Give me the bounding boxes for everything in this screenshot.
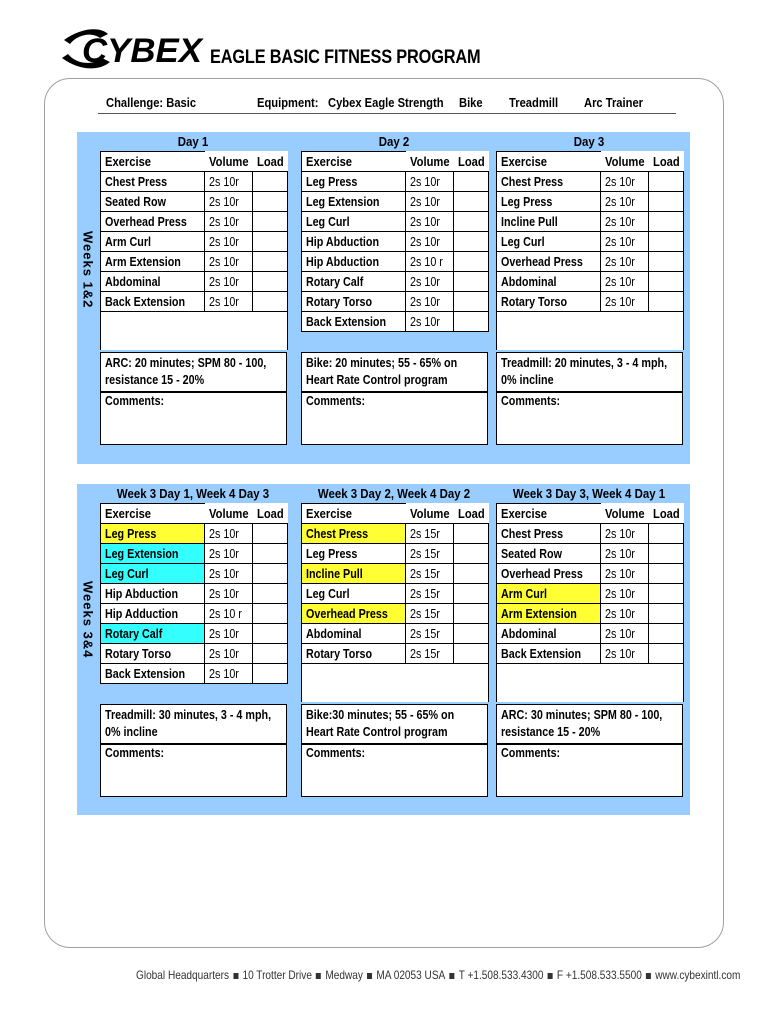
exercise-volume: 2s 15r [406,644,454,664]
footer-website: www.cybexintl.com [655,968,741,982]
exercise-name: Abdominal [497,272,601,292]
load-input-cell[interactable] [253,292,288,312]
exercise-table [100,151,288,350]
load-input-cell[interactable] [454,624,489,644]
comments-box[interactable]: Comments: [496,392,683,445]
exercise-row [302,604,489,624]
exercise-table [100,503,288,684]
exercise-row [302,584,489,604]
square-bullet-icon [233,973,238,979]
column-header-exercise: Exercise [497,504,601,524]
exercise-name: Chest Press [101,172,205,192]
load-input-cell[interactable] [454,604,489,624]
exercise-volume: 2s 10r [601,564,649,584]
exercise-name: Overhead Press [101,212,205,232]
cardio-note: Treadmill: 30 minutes, 3 - 4 mph, 0% incline [100,704,287,744]
exercise-row [101,564,288,584]
day-title: Week 3 Day 2, Week 4 Day 2 [317,486,471,501]
exercise-row [302,524,489,544]
comments-box[interactable]: Comments: [301,392,488,445]
exercise-volume: 2s 10r [205,192,253,212]
blank-area [497,664,684,703]
exercise-name: Leg Press [101,524,205,544]
exercise-volume: 2s 10r [406,172,454,192]
exercise-row [101,544,288,564]
column-header-volume: Volume [205,504,253,524]
exercise-volume: 2s 10r [601,604,649,624]
exercise-volume: 2s 10r [205,232,253,252]
footer-phone: T +1.508.533.4300 [458,968,544,982]
exercise-row [101,604,288,624]
exercise-volume: 2s 15r [406,564,454,584]
exercise-row [101,624,288,644]
exercise-row [497,604,684,624]
column-header-exercise: Exercise [302,504,406,524]
exercise-volume: 2s 10r [601,272,649,292]
cardio-note: Bike:30 minutes; 55 - 65% on Heart Rate Control program [301,704,488,744]
column-header-volume: Volume [406,152,454,172]
equipment-treadmill: Treadmill [509,95,559,110]
exercise-volume: 2s 10r [205,564,253,584]
exercise-volume: 2s 10r [205,272,253,292]
exercise-name: Chest Press [497,524,601,544]
exercise-row [497,544,684,564]
exercise-row [302,292,489,312]
exercise-volume: 2s 15r [406,624,454,644]
load-input-cell[interactable] [649,524,684,544]
exercise-volume: 2s 10 r [205,604,253,624]
equipment-label: Equipment: [257,95,319,110]
exercise-row [497,564,684,584]
exercise-row [302,192,489,212]
exercise-name: Incline Pull [302,564,406,584]
exercise-volume: 2s 10r [601,192,649,212]
column-header-exercise: Exercise [101,152,205,172]
load-input-cell[interactable] [253,252,288,272]
load-input-cell[interactable] [253,524,288,544]
exercise-name: Back Extension [101,292,205,312]
cardio-note: ARC: 20 minutes; SPM 80 - 100, resistance 15 - 20% [100,352,287,392]
exercise-row [302,272,489,292]
exercise-volume: 2s 10r [601,624,649,644]
exercise-name: Leg Curl [101,564,205,584]
equipment-strength: Cybex Eagle Strength [328,95,444,110]
cardio-note: Treadmill: 20 minutes, 3 - 4 mph, 0% incline [496,352,683,392]
load-input-cell[interactable] [649,584,684,604]
exercise-name: Hip Abduction [302,232,406,252]
exercise-name: Rotary Torso [302,644,406,664]
exercise-volume: 2s 10r [406,312,454,332]
exercise-volume: 2s 10r [601,292,649,312]
exercise-volume: 2s 10r [205,524,253,544]
exercise-name: Rotary Calf [302,272,406,292]
load-input-cell[interactable] [454,544,489,564]
exercise-volume: 2s 15r [406,604,454,624]
exercise-row [497,192,684,212]
exercise-volume: 2s 10r [406,192,454,212]
exercise-name: Hip Adduction [101,604,205,624]
exercise-name: Back Extension [497,644,601,664]
footer-address [136,968,740,982]
exercise-name: Overhead Press [302,604,406,624]
exercise-volume: 2s 10r [601,252,649,272]
exercise-volume: 2s 10r [601,584,649,604]
exercise-volume: 2s 10r [205,172,253,192]
exercise-row [101,272,288,292]
load-input-cell[interactable] [649,644,684,664]
logo-text: CYBEX [82,32,205,70]
exercise-row [101,232,288,252]
load-input-cell[interactable] [253,272,288,292]
exercise-row [497,272,684,292]
comments-box[interactable]: Comments: [100,744,287,797]
exercise-row [497,212,684,232]
column-header-load: Load [454,152,489,172]
load-input-cell[interactable] [253,544,288,564]
exercise-name: Abdominal [497,624,601,644]
footer-city: Medway [325,968,363,982]
exercise-row [302,624,489,644]
column-header-load: Load [649,504,684,524]
day-title: Week 3 Day 1, Week 4 Day 3 [116,486,270,501]
exercise-row [101,212,288,232]
exercise-row [497,644,684,664]
day-title: Week 3 Day 3, Week 4 Day 1 [512,486,666,501]
exercise-row [101,644,288,664]
exercise-row [101,292,288,312]
load-input-cell[interactable] [649,272,684,292]
load-input-cell[interactable] [649,192,684,212]
load-input-cell[interactable] [649,604,684,624]
exercise-name: Chest Press [497,172,601,192]
day-title: Day 1 [177,134,209,149]
exercise-row [101,252,288,272]
exercise-volume: 2s 10r [205,544,253,564]
exercise-name: Leg Extension [302,192,406,212]
load-input-cell[interactable] [253,604,288,624]
exercise-volume: 2s 15r [406,544,454,564]
exercise-name: Overhead Press [497,564,601,584]
exercise-row [101,172,288,192]
exercise-name: Leg Press [497,192,601,212]
header-divider [98,113,676,114]
exercise-name: Seated Row [497,544,601,564]
exercise-row [302,644,489,664]
day-title: Day 2 [378,134,410,149]
load-input-cell[interactable] [253,624,288,644]
column-header-load: Load [649,152,684,172]
exercise-volume: 2s 10r [406,292,454,312]
column-header-volume: Volume [601,152,649,172]
exercise-volume: 2s 10 r [406,252,454,272]
exercise-name: Arm Extension [497,604,601,624]
exercise-volume: 2s 10r [601,212,649,232]
comments-box[interactable]: Comments: [496,744,683,797]
equipment-bike: Bike [459,95,483,110]
exercise-volume: 2s 10r [406,272,454,292]
exercise-name: Seated Row [101,192,205,212]
exercise-row [302,544,489,564]
load-input-cell[interactable] [454,292,489,312]
column-header-load: Load [253,152,288,172]
exercise-name: Rotary Torso [101,644,205,664]
load-input-cell[interactable] [454,312,489,332]
load-input-cell[interactable] [649,564,684,584]
exercise-row [497,232,684,252]
comments-box[interactable]: Comments: [301,744,488,797]
load-input-cell[interactable] [649,624,684,644]
footer-hq: Global Headquarters [136,968,230,982]
load-input-cell[interactable] [454,584,489,604]
exercise-volume: 2s 10r [601,544,649,564]
exercise-name: Leg Curl [497,232,601,252]
exercise-name: Leg Curl [302,584,406,604]
load-input-cell[interactable] [454,564,489,584]
exercise-row [101,664,288,684]
column-header-exercise: Exercise [302,152,406,172]
load-input-cell[interactable] [454,272,489,292]
column-header-volume: Volume [205,152,253,172]
load-input-cell[interactable] [649,544,684,564]
exercise-name: Arm Curl [497,584,601,604]
load-input-cell[interactable] [454,252,489,272]
exercise-row [101,584,288,604]
square-bullet-icon [367,973,372,979]
challenge-label: Challenge: Basic [106,95,197,110]
exercise-name: Arm Extension [101,252,205,272]
weeks-1-2-label: Weeks 1&2 [80,231,96,309]
exercise-volume: 2s 10r [406,212,454,232]
exercise-table [301,503,489,702]
exercise-volume: 2s 15r [406,584,454,604]
program-title: EAGLE BASIC FITNESS PROGRAM [210,47,481,68]
load-input-cell[interactable] [253,192,288,212]
exercise-name: Chest Press [302,524,406,544]
footer-street: 10 Trotter Drive [242,968,312,982]
exercise-name: Hip Abduction [302,252,406,272]
column-header-load: Load [253,504,288,524]
load-input-cell[interactable] [454,232,489,252]
load-input-cell[interactable] [454,192,489,212]
load-input-cell[interactable] [454,644,489,664]
column-header-load: Load [454,504,489,524]
exercise-row [497,172,684,192]
exercise-volume: 2s 10r [205,252,253,272]
blank-area [101,312,288,351]
load-input-cell[interactable] [649,172,684,192]
exercise-volume: 2s 10r [205,664,253,684]
cybex-logo [60,26,210,72]
exercise-volume: 2s 10r [205,212,253,232]
blank-area [302,664,489,703]
exercise-name: Leg Extension [101,544,205,564]
exercise-name: Abdominal [101,272,205,292]
column-header-volume: Volume [601,504,649,524]
footer-state: MA 02053 USA [376,968,446,982]
column-header-exercise: Exercise [497,152,601,172]
exercise-row [497,292,684,312]
load-input-cell[interactable] [649,292,684,312]
exercise-volume: 2s 10r [601,232,649,252]
load-input-cell[interactable] [253,664,288,684]
load-input-cell[interactable] [649,232,684,252]
column-header-volume: Volume [406,504,454,524]
exercise-row [101,192,288,212]
exercise-table [301,151,489,332]
exercise-row [101,524,288,544]
exercise-row [497,624,684,644]
exercise-row [497,524,684,544]
square-bullet-icon [449,973,454,979]
exercise-volume: 2s 10r [205,624,253,644]
load-input-cell[interactable] [253,584,288,604]
exercise-name: Leg Press [302,544,406,564]
exercise-table [496,151,684,350]
exercise-row [302,312,489,332]
exercise-volume: 2s 10r [601,524,649,544]
load-input-cell[interactable] [253,644,288,664]
exercise-name: Incline Pull [497,212,601,232]
exercise-row [497,584,684,604]
square-bullet-icon [646,973,651,979]
exercise-volume: 2s 10r [406,232,454,252]
exercise-name: Rotary Torso [302,292,406,312]
load-input-cell[interactable] [649,252,684,272]
exercise-table [496,503,684,702]
square-bullet-icon [548,973,553,979]
exercise-name: Abdominal [302,624,406,644]
exercise-row [302,564,489,584]
exercise-name: Leg Curl [302,212,406,232]
load-input-cell[interactable] [649,212,684,232]
cardio-note: ARC: 30 minutes; SPM 80 - 100, resistance 15 - 20% [496,704,683,744]
exercise-row [302,172,489,192]
exercise-volume: 2s 10r [601,644,649,664]
column-header-exercise: Exercise [101,504,205,524]
exercise-name: Leg Press [302,172,406,192]
load-input-cell[interactable] [253,212,288,232]
exercise-name: Arm Curl [101,232,205,252]
exercise-name: Overhead Press [497,252,601,272]
load-input-cell[interactable] [253,232,288,252]
exercise-volume: 2s 10r [601,172,649,192]
load-input-cell[interactable] [454,524,489,544]
load-input-cell[interactable] [253,172,288,192]
exercise-row [302,232,489,252]
load-input-cell[interactable] [253,564,288,584]
exercise-volume: 2s 15r [406,524,454,544]
exercise-row [302,252,489,272]
exercise-row [497,252,684,272]
exercise-volume: 2s 10r [205,584,253,604]
exercise-name: Back Extension [302,312,406,332]
exercise-volume: 2s 10r [205,292,253,312]
exercise-name: Rotary Calf [101,624,205,644]
exercise-row [302,212,489,232]
weeks-3-4-label: Weeks 3&4 [80,581,96,659]
square-bullet-icon [316,973,321,979]
exercise-name: Hip Abduction [101,584,205,604]
blank-area [497,312,684,351]
cardio-note: Bike: 20 minutes; 55 - 65% on Heart Rate Control program [301,352,488,392]
footer-fax: F +1.508.533.5500 [556,968,642,982]
comments-box[interactable]: Comments: [100,392,287,445]
equipment-arc-trainer: Arc Trainer [584,95,644,110]
load-input-cell[interactable] [454,172,489,192]
load-input-cell[interactable] [454,212,489,232]
exercise-volume: 2s 10r [205,644,253,664]
exercise-name: Back Extension [101,664,205,684]
day-title: Day 3 [573,134,605,149]
exercise-name: Rotary Torso [497,292,601,312]
